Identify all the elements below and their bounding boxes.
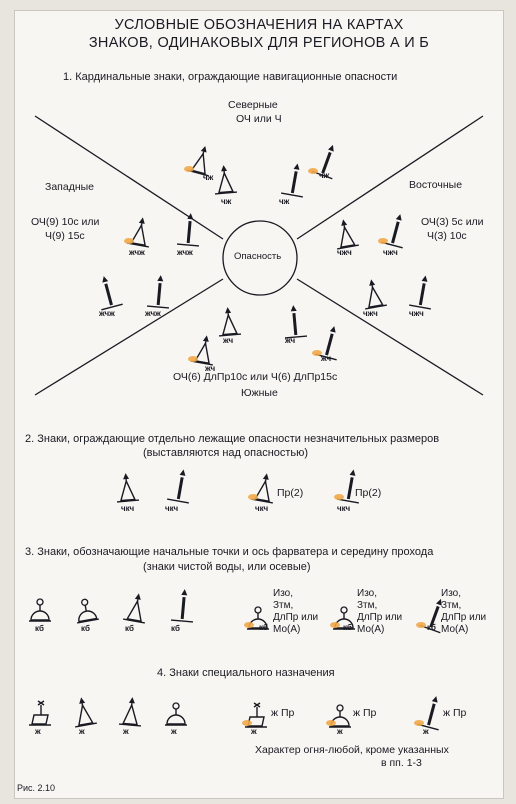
light-line: Мо(А) <box>441 624 469 635</box>
north-light: ОЧ или Ч <box>236 113 282 125</box>
section4-light-2: ж Пр <box>353 707 377 719</box>
light-line: Зтм, <box>441 600 462 611</box>
section3-light-b <box>357 588 402 636</box>
note-line-1: Характер огня-любой, кроме указанных <box>255 744 449 756</box>
buoy-caption: ж <box>79 727 85 736</box>
section2-heading-1: 2. Знаки, ограждающие отдельно лежащие опасности незначительных размеров <box>25 433 440 445</box>
east-buoy-3 <box>361 273 391 313</box>
buoy-caption: чкч <box>337 504 351 513</box>
buoy-caption: ж <box>423 727 429 736</box>
buoy-caption: кб <box>427 623 436 632</box>
isolated-danger-buoy-3 <box>247 467 277 507</box>
buoy-caption: чжч <box>363 309 378 318</box>
special-buoy-1 <box>25 691 55 731</box>
south-buoy-2 <box>215 301 245 341</box>
light-line: ДлПр или <box>441 612 487 623</box>
west-buoy-4 <box>143 273 173 313</box>
section3-heading-1: 3. Знаки, обозначающие начальные точки и ось фарватера и середину прохода <box>25 546 434 558</box>
light-line: Зтм, <box>357 600 378 611</box>
buoy-caption: жч <box>223 336 234 345</box>
buoy-caption: жчж <box>129 248 145 257</box>
special-buoy-3 <box>115 691 145 731</box>
west-label: Западные <box>45 181 95 193</box>
buoy-caption: чжч <box>337 248 352 257</box>
buoy-caption: ж <box>35 727 41 736</box>
south-light: ОЧ(6) ДлПр10с или Ч(6) ДлПр15с <box>173 371 338 383</box>
light-line: Изо, <box>357 588 377 599</box>
north-label: Северные <box>228 99 278 111</box>
north-buoy-2 <box>211 159 241 199</box>
section2-light-1: Пр(2) <box>277 487 304 499</box>
buoy-caption: кб <box>35 624 44 633</box>
buoy-caption: кб <box>125 624 134 633</box>
section2-heading-2: (выставляются над опасностью) <box>143 447 309 459</box>
west-buoy-2 <box>173 211 203 251</box>
west-light-2: Ч(9) 15с <box>45 230 85 242</box>
buoy-caption: кб <box>81 624 90 633</box>
west-buoy-1 <box>123 211 153 251</box>
west-light-1: ОЧ(9) 10с или <box>31 216 100 228</box>
buoy-caption: жч <box>321 354 332 363</box>
light-line: Мо(А) <box>273 624 301 635</box>
light-line: ДлПр или <box>357 612 403 623</box>
buoy-caption: кб <box>171 624 180 633</box>
light-line: Изо, <box>273 588 293 599</box>
light-line: Мо(А) <box>357 624 385 635</box>
buoy-caption: чж <box>279 197 290 206</box>
buoy-caption: чж <box>319 171 330 180</box>
east-buoy-2 <box>377 211 407 251</box>
figure-label: Рис. 2.10 <box>17 783 56 793</box>
buoy-caption: чкч <box>255 504 269 513</box>
section4-heading: 4. Знаки специального назначения <box>157 667 335 679</box>
cardinal-diagram <box>15 11 503 798</box>
north-buoy-3 <box>277 161 307 201</box>
buoy-caption: кб <box>259 623 268 632</box>
east-light-2: Ч(3) 10с <box>427 230 467 242</box>
section4-light-1: ж Пр <box>271 707 295 719</box>
note-line-2: в пп. 1-3 <box>381 757 422 769</box>
section3-light-a <box>273 588 318 636</box>
east-buoy-1 <box>333 213 363 253</box>
special-buoy-2 <box>71 691 101 731</box>
section1-heading: 1. Кардинальные знаки, ограждающие навигационные опасности <box>63 71 398 83</box>
east-label: Восточные <box>409 179 463 191</box>
buoy-caption: жчж <box>99 309 115 318</box>
south-label: Южные <box>241 387 278 399</box>
light-line: ДлПр или <box>273 612 319 623</box>
west-buoy-3 <box>97 273 127 313</box>
light-line: Изо, <box>441 588 461 599</box>
danger-label: Опасность <box>234 251 282 262</box>
title-line-1: УСЛОВНЫЕ ОБОЗНАЧЕНИЯ НА КАРТАХ <box>114 17 404 33</box>
section3-heading-2: (знаки чистой воды, или осевые) <box>143 561 311 573</box>
east-light-1: ОЧ(3) 5с или <box>421 216 484 228</box>
buoy-caption: ж <box>123 727 129 736</box>
isolated-danger-buoy-2 <box>163 467 193 507</box>
buoy-caption: чжч <box>383 248 398 257</box>
figure-sheet <box>14 10 504 799</box>
buoy-caption: ж <box>251 727 257 736</box>
buoy-caption: жчж <box>145 309 161 318</box>
safe-water-buoy-4 <box>167 587 197 627</box>
safe-water-buoy-3 <box>119 587 149 627</box>
section2-light-2: Пр(2) <box>355 487 382 499</box>
east-buoy-4 <box>405 273 435 313</box>
buoy-caption: ж <box>337 727 343 736</box>
light-line: Зтм, <box>273 600 294 611</box>
safe-water-buoy-1 <box>25 587 55 627</box>
buoy-caption: чкч <box>121 504 135 513</box>
buoy-caption: жчж <box>177 248 193 257</box>
south-buoy-1 <box>187 329 217 369</box>
special-buoy-4 <box>161 691 191 731</box>
buoy-caption: чжч <box>409 309 424 318</box>
isolated-danger-buoy-1 <box>113 467 143 507</box>
buoy-caption: жч <box>285 336 296 345</box>
buoy-caption: кб <box>343 623 352 632</box>
title-line-2: ЗНАКОВ, ОДИНАКОВЫХ ДЛЯ РЕГИОНОВ А И Б <box>88 35 430 51</box>
buoy-caption: чж <box>221 197 232 206</box>
buoy-caption: чкч <box>165 504 179 513</box>
buoy-caption: ж <box>171 727 177 736</box>
safe-water-buoy-2 <box>73 587 103 627</box>
buoy-caption: жч <box>205 364 216 373</box>
section3-light-c <box>441 588 486 636</box>
safe-water-buoy-5 <box>243 595 273 635</box>
section4-light-3: ж Пр <box>443 707 467 719</box>
buoy-caption: чж <box>203 173 214 182</box>
